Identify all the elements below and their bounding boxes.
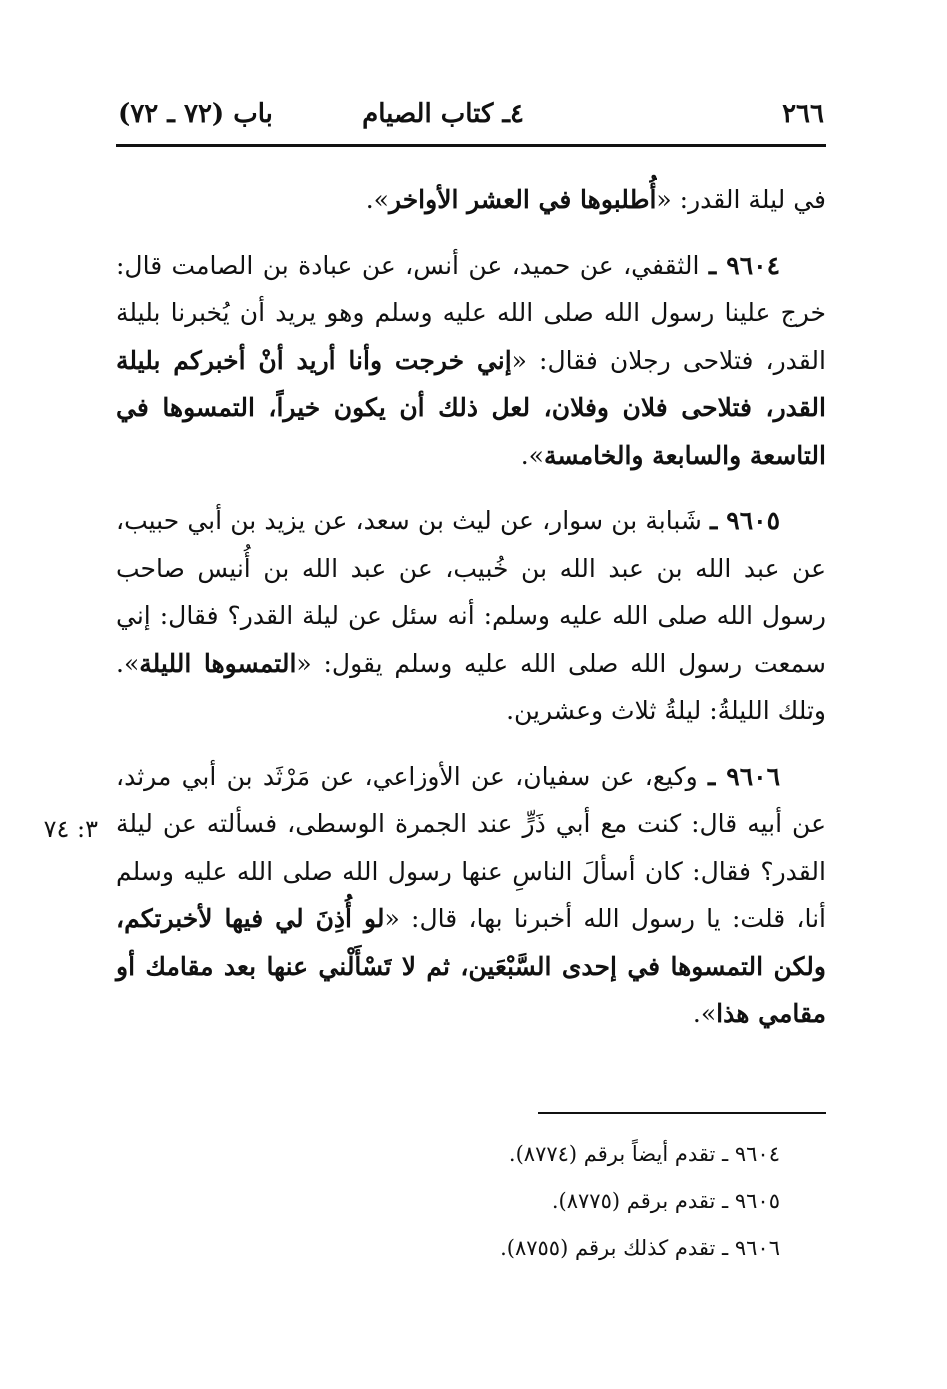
hadith-number: ٩٦٠٦ ـ — [707, 761, 780, 791]
text-segment: شَبابة بن سوار، عن ليث بن سعد، عن يزيد بن أبي حبيب، عن عبد الله بن عبد الله بن خُبيب، عن عبد الله بن أُنيس صاحب رسول الله صلى الله عليه وسلم: أنه سئل عن ليلة القدر؟ فقال: إني سمعت رسول الله صلى الله عليه وسلم يقول: « — [116, 506, 826, 678]
book-title: ٤ـ كتاب الصيام — [362, 99, 524, 129]
hadith-9604 — [116, 242, 826, 480]
text-segment: وكيع، عن سفيان، عن الأوزاعي، عن مَرْثَد بن أبي مرثد، عن أبيه قال: كنت مع أبي ذَرٍّ عند الجمرة الوسطى، فسألته عن ليلة القدر؟ فقال: كان أسألَ الناسِ عنها رسول الله صلى الله عليه وسلم أنا، قلت: يا رسول الله أخبرنا بها، قال: « — [116, 761, 826, 933]
footnote-rule — [538, 1112, 826, 1114]
running-header — [118, 96, 824, 132]
hadith-number: ٩٦٠٤ ـ — [708, 250, 781, 280]
text-segment-bold: إني خرجت وأنا أريد أنْ أخبركم بليلة القدر، فتلاحى فلان وفلان، لعل ذلك أن يكون خيراً، التمسوها في التاسعة والسابعة والخامسة — [116, 345, 826, 470]
footnote-9605: ٩٦٠٥ ـ تقدم برقم (٨٧٧٥). — [551, 1189, 780, 1213]
text-segment: ». — [520, 440, 544, 470]
text-segment-bold: لو أُذِنَ لي فيها لأخبرتكم، ولكن التمسوها في إحدى السَّبْعَين، ثم لا تَسْأَلْني عنها بعد مقامك أو مقامي هذا — [116, 904, 826, 1028]
text-segment: في ليلة القدر: « — [656, 185, 826, 214]
hadith-9605 — [116, 497, 826, 735]
hadith-number: ٩٦٠٥ ـ — [710, 506, 780, 535]
page-number: ٢٦٦ — [782, 99, 824, 129]
footnote-9606: ٩٦٠٦ ـ تقدم كذلك برقم (٨٧٥٥). — [500, 1236, 780, 1260]
chapter-reference: باب (٧٢ ـ ٧٢) — [118, 99, 273, 129]
text-segment-bold: التمسوها الليلة — [139, 648, 297, 678]
text-segment: ». — [692, 999, 717, 1028]
margin-reference: ٣: ٧٤ — [43, 815, 98, 843]
text-segment: ». وتلك الليلةُ: ليلةُ ثلاث وعشرين. — [116, 648, 826, 725]
hadith-9606 — [116, 753, 826, 1038]
text-segment: الثقفي، عن حميد، عن أنس، عن عبادة بن الصامت قال: خرج علينا رسول الله صلى الله عليه وسلم وهو يريد أن يُخبرنا بليلة القدر، فتلاحى رجلان فقال: « — [116, 250, 826, 375]
paragraph-continuation — [116, 176, 826, 224]
main-text — [116, 176, 826, 1056]
header-rule — [116, 144, 826, 147]
text-segment-bold: أُطلبوها في العشر الأواخر — [388, 185, 657, 214]
footnotes — [360, 1134, 780, 1275]
text-segment: ». — [365, 185, 389, 214]
footnote-9604: ٩٦٠٤ ـ تقدم أيضاً برقم (٨٧٧٤). — [508, 1142, 780, 1166]
